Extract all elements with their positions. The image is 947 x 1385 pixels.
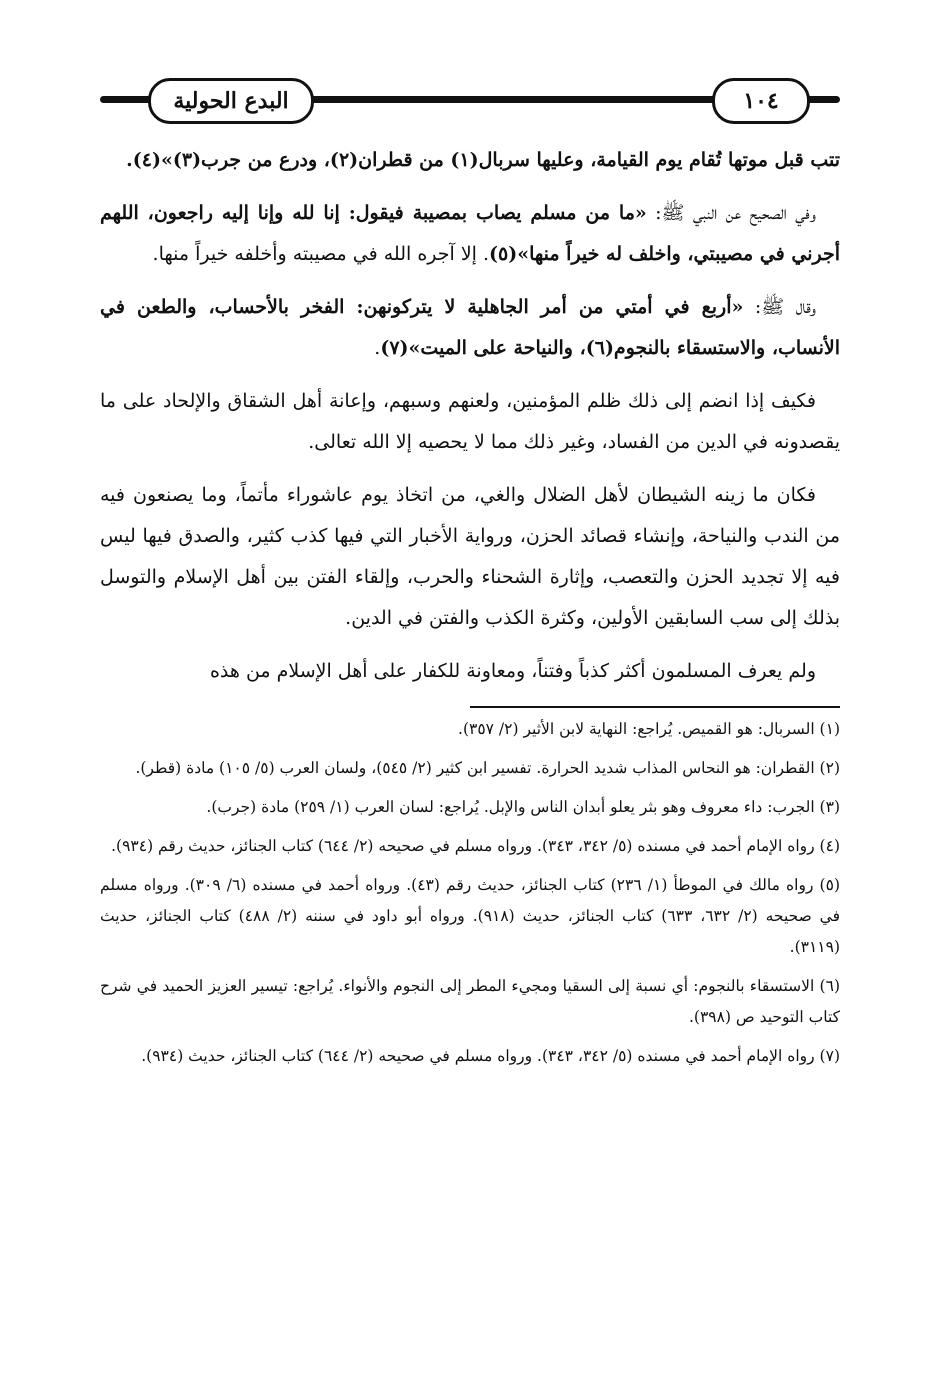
paragraph-2 xyxy=(100,193,840,275)
footnote-separator xyxy=(470,706,840,708)
page-header xyxy=(100,60,840,130)
paragraph-1 xyxy=(100,140,840,181)
paragraph-2-end: . إلا آجره الله في مصيبته وأخلفه خيراً منها. xyxy=(152,243,490,265)
footnote-4: (٤) رواه الإمام أحمد في مسنده (٥/ ٣٤٢، ٣٤٣). ورواه مسلم في صحيحه (٢/ ٦٤٤) كتاب الجنائز، حديث رقم (٩٣٤). xyxy=(111,837,840,855)
footnote-5: (٥) رواه مالك في الموطأ (١/ ٢٣٦) كتاب الجنائز، حديث رقم (٤٣). ورواه أحمد في مسنده (٦/ ٣٠٩). ورواه مسلم في صحيحه (٢/ ٦٣٢، ٦٣٣) كتاب الجنائز، حديث (٩١٨). ورواه أبو داود في سننه (٢/ ٤٨٨) كتاب الجنائز، حديث (٣١١٩). xyxy=(100,876,841,956)
footnotes xyxy=(100,714,840,1072)
footnote-6: (٦) الاستسقاء بالنجوم: أي نسبة إلى السقيا ومجيء المطر إلى النجوم والأنواء. يُراجع: تيسير العزيز الحميد في شرح كتاب التوحيد ص (٣٩٨). xyxy=(100,977,840,1026)
paragraph-3 xyxy=(100,287,840,369)
hadith-continuation: تتب قبل موتها تُقام يوم القيامة، وعليها سربال(١) من قطران(٢)، ودرع من جرب(٣)»(٤). xyxy=(126,149,840,171)
page-number: ١٠٤ xyxy=(712,78,810,124)
footnote-2: (٢) القطران: هو النحاس المذاب شديد الحرارة. تفسير ابن كثير (٢/ ٥٤٥)، ولسان العرب (٥/ ١٠٥) مادة (قطر). xyxy=(135,759,840,777)
book-page xyxy=(100,60,840,1080)
paragraph-5: فكان ما زينه الشيطان لأهل الضلال والغي، من اتخاذ يوم عاشوراء مأتماً، وما يصنعون فيه من الندب والنياحة، وإنشاء قصائد الحزن، ورواية الأخبار التي فيها كذب كثير، والصدق فيها ليس فيه إلا تجديد الحزن والتعصب، وإثارة الشحناء والحرب، وإلقاء الفتن بين أهل الإسلام والتوسل بذلك إلى سب السابقين الأولين، وكثرة الكذب والفتن في الدين. xyxy=(100,484,840,629)
paragraph-6: ولم يعرف المسلمون أكثر كذباً وفتناً، ومعاونة للكفار على أهل الإسلام من هذه xyxy=(209,660,816,682)
footnote-1: (١) السربال: هو القميص. يُراجع: النهاية لابن الأثير (٢/ ٣٥٧). xyxy=(458,720,840,738)
footnote-7: (٧) رواه الإمام أحمد في مسنده (٥/ ٣٤٢، ٣٤٣). ورواه مسلم في صحيحه (٢/ ٦٤٤) كتاب الجنائز، حديث (٩٣٤). xyxy=(141,1047,840,1065)
paragraph-2-intro: وفي الصحيح عن النبي ﷺ: xyxy=(646,202,816,224)
main-text xyxy=(100,140,840,692)
footnote-3: (٣) الجرب: داء معروف وهو بثر يعلو أبدان الناس والإبل. يُراجع: لسان العرب (١/ ٢٥٩) مادة (جرب). xyxy=(206,798,840,816)
hadith-quote-2: «أربع في أمتي من أمر الجاهلية لا يتركونهن: الفخر بالأحساب، والطعن في الأنساب، والاستسقاء بالنجوم(٦)، والنياحة على الميت»(٧) xyxy=(100,296,840,359)
running-title: البدع الحولية xyxy=(148,78,314,124)
paragraph-3-intro: وقال ﷺ: xyxy=(743,296,816,318)
paragraph-3-end: . xyxy=(374,337,381,359)
paragraph-4: فكيف إذا انضم إلى ذلك ظلم المؤمنين، ولعنهم وسبهم، وإعانة أهل الشقاق والإلحاد على ما يقصدونه في الدين من الفساد، وغير ذلك مما لا يحصيه إلا الله تعالى. xyxy=(100,390,840,453)
hadith-quote-1: «ما من مسلم يصاب بمصيبة فيقول: إنا لله وإنا إليه راجعون، اللهم أجرني في مصيبتي، واخلف له خيراً منها»(٥) xyxy=(100,202,840,265)
